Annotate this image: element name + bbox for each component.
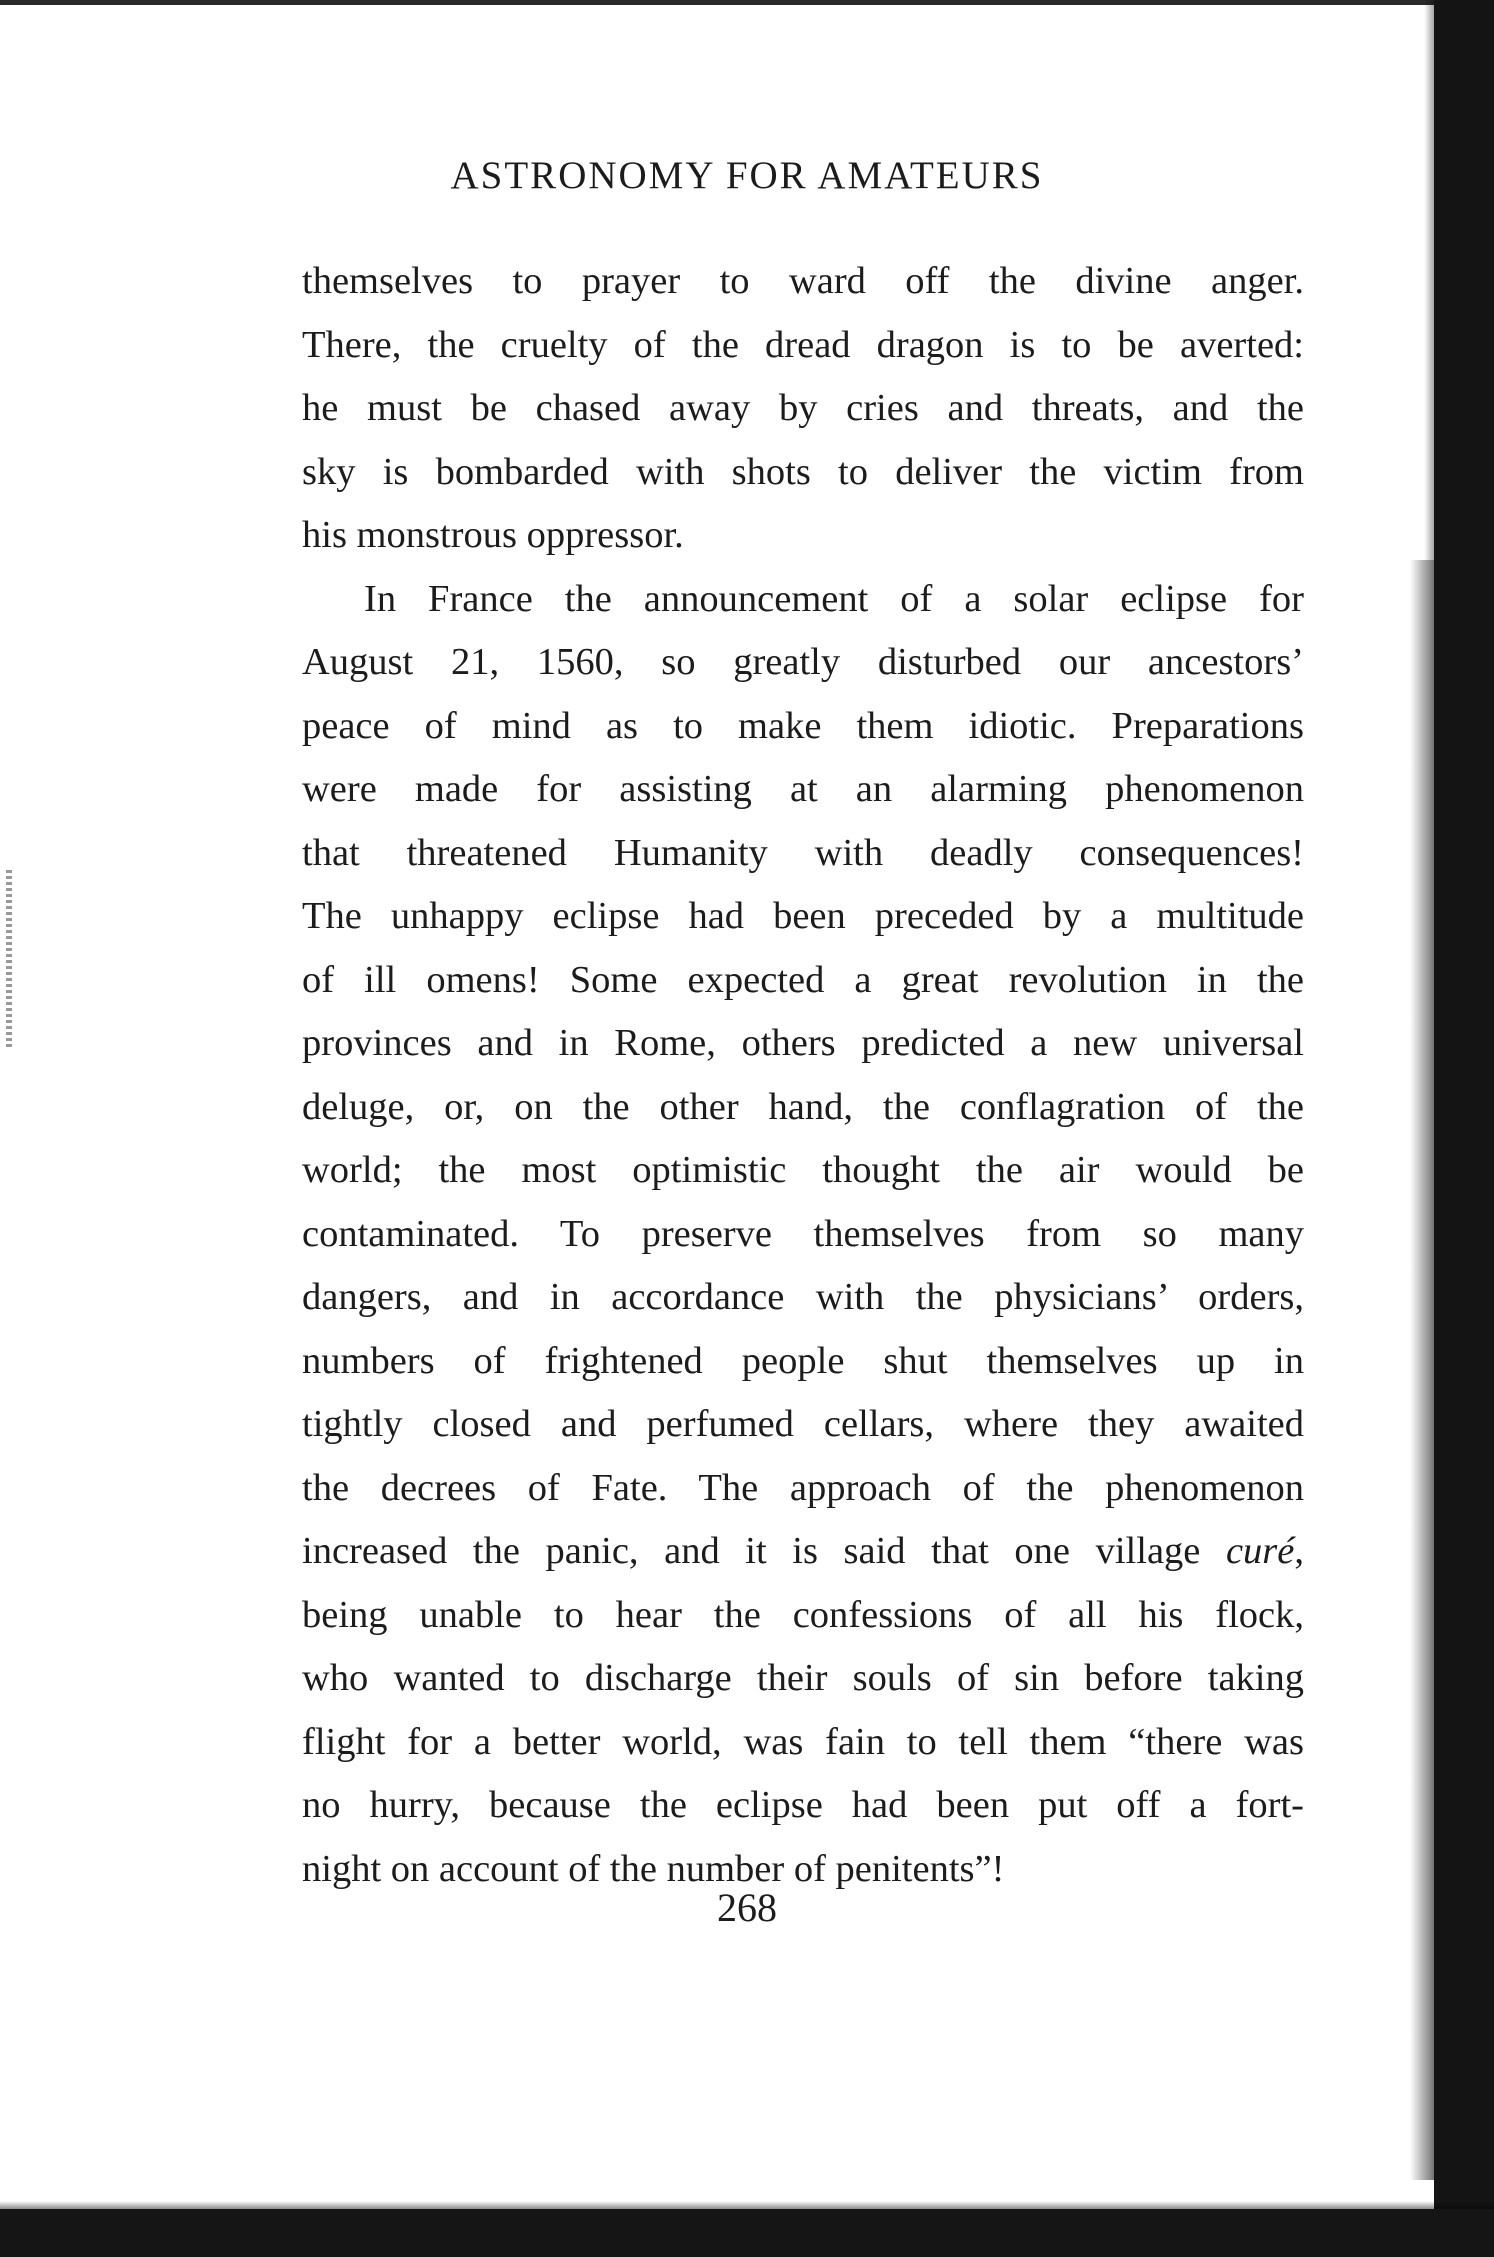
text-line: The unhappy eclipse had been preceded by a multitude <box>302 895 1304 937</box>
text-line: world; the most optimistic thought the air would be <box>302 1149 1304 1191</box>
text-line: In France the announcement of a solar eclipse for <box>364 577 1304 620</box>
bottom-scan-shadow <box>0 2201 1494 2209</box>
text-line: who wanted to discharge their souls of sin before taking <box>302 1657 1304 1699</box>
paragraph-1 <box>302 250 1304 568</box>
text-segment: , <box>1294 1530 1304 1572</box>
text-line: that threatened Humanity with deadly consequences! <box>302 831 1304 874</box>
text-line: his monstrous oppressor. <box>302 514 684 556</box>
paragraph-2 <box>302 568 1304 1902</box>
right-scan-shadow <box>1410 560 1434 2180</box>
text-line: he must be chased away by cries and threats, and the <box>302 387 1304 429</box>
italic-word: curé <box>1225 1530 1295 1572</box>
text-line: dangers, and in accordance with the physicians’ orders, <box>302 1276 1304 1318</box>
body-text <box>302 250 1304 1901</box>
text-line: no hurry, because the eclipse had been put off a fort- <box>302 1784 1304 1826</box>
running-head: ASTRONOMY FOR AMATEURS <box>450 154 1044 197</box>
text-line: August 21, 1560, so greatly disturbed our ancestors’ <box>302 641 1304 683</box>
text-line: of ill omens! Some expected a great revolution in the <box>302 958 1304 1001</box>
text-line: contaminated. To preserve themselves from so many <box>302 1212 1304 1255</box>
text-line: sky is bombarded with shots to deliver the victim from <box>302 450 1304 493</box>
text-line: were made for assisting at an alarming phenomenon <box>302 768 1304 810</box>
right-scan-shadow-upper <box>1424 0 1434 560</box>
text-line: peace of mind as to make them idiotic. Preparations <box>302 704 1304 747</box>
text-line: There, the cruelty of the dread dragon is to be averted: <box>302 323 1304 366</box>
top-scan-edge <box>0 0 1450 5</box>
text-line: flight for a better world, was fain to tell them “there was <box>302 1720 1304 1763</box>
text-line: provinces and in Rome, others predicted a new universal <box>302 1022 1304 1064</box>
text-line-with-italic <box>302 1520 1304 1584</box>
binding-marks <box>6 870 12 1050</box>
text-line: themselves to prayer to ward off the divine anger. <box>302 260 1304 302</box>
text-segment: increased the panic, and it is said that one village <box>302 1530 1226 1572</box>
text-line: night on account of the number of penitents”! <box>302 1847 1005 1890</box>
text-line: being unable to hear the confessions of all his flock, <box>302 1593 1304 1636</box>
text-line: tightly closed and perfumed cellars, where they awaited <box>302 1403 1304 1445</box>
text-line: numbers of frightened people shut themselves up in <box>302 1339 1304 1382</box>
text-line: the decrees of Fate. The approach of the phenomenon <box>302 1466 1304 1509</box>
page-number: 268 <box>717 1885 777 1930</box>
text-line: deluge, or, on the other hand, the conflagration of the <box>302 1085 1304 1128</box>
bottom-scan-edge <box>0 2209 1494 2257</box>
